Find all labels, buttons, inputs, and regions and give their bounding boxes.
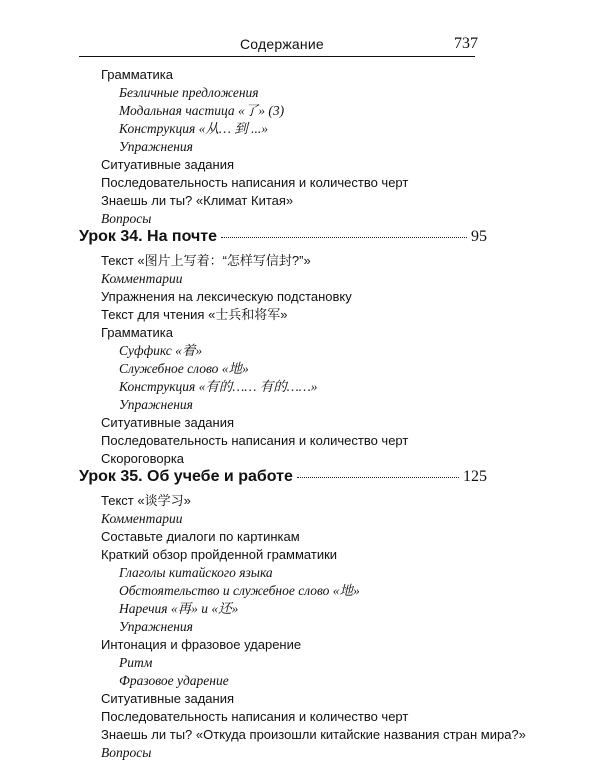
toc-entry: Последовательность написания и количество черт [101,175,409,190]
lesson-34-heading [79,228,487,252]
toc-entry: Упражнения на лексическую подстановку [101,289,352,304]
toc-subentry: Упражнения [119,397,193,412]
toc-entry: Текст «图片上写着：“怎样写信封?”» [101,253,311,268]
page-header [0,28,600,58]
toc-subentry: Модальная частица «了» (3) [119,103,285,118]
toc-entry: Вопросы [101,745,152,760]
toc-subentry: Упражнения [119,139,193,154]
toc-subentry: Упражнения [119,619,193,634]
lesson-35-heading [79,468,487,492]
toc-entry: Скороговорка [101,451,185,466]
toc-entry: Комментарии [101,511,183,526]
toc-subentry: Фразовое ударение [119,673,229,688]
toc-subentry: Безличные предложения [119,85,259,100]
toc-entry: Последовательность написания и количество черт [101,433,409,448]
lesson-page-number: 125 [463,468,487,485]
header-title: Содержание [240,36,324,52]
toc-subentry: Конструкция «从… 到 ...» [119,121,269,136]
toc-entry: Вопросы [101,211,152,226]
toc-subentry: Служебное слово «地» [119,361,249,376]
toc-entry: Интонация и фразовое ударение [101,637,302,652]
toc-subentry: Конструкция «有的…… 有的……» [119,379,318,394]
lesson-page-number: 95 [471,228,487,245]
toc-subentry: Глаголы китайского языка [119,565,273,580]
toc-subentry: Ритм [119,655,153,670]
toc-entry: Краткий обзор пройденной грамматики [101,547,338,562]
toc-subentry: Наречия «再» и «还» [119,601,239,616]
toc-subentry: Суффикс «着» [119,343,203,358]
toc-entry: Текст «谈学习» [101,493,191,508]
toc-entry: Знаешь ли ты? «Откуда произошли китайские названия стран мира?» [101,727,526,742]
toc-entry: Составьте диалоги по картинкам [101,529,300,544]
toc-entry: Ситуативные задания [101,157,235,172]
toc-entry: Знаешь ли ты? «Климат Китая» [101,193,294,208]
lesson-title: Урок 35. Об учебе и работе [79,468,293,485]
leader-dots [297,477,459,478]
toc-entry: Ситуативные задания [101,691,235,706]
toc-entry: Комментарии [101,271,183,286]
lesson-title: Урок 34. На почте [79,228,217,245]
toc-entry: Грамматика [101,325,174,340]
header-rule [79,56,475,57]
toc-subentry: Обстоятельство и служебное слово «地» [119,583,360,598]
leader-dots [221,237,467,238]
toc-entry: Ситуативные задания [101,415,235,430]
toc-entry: Последовательность написания и количество черт [101,709,409,724]
header-page-number: 737 [454,35,478,52]
toc-entry: Грамматика [101,67,174,82]
toc-entry: Текст для чтения «士兵和将军» [101,307,288,322]
